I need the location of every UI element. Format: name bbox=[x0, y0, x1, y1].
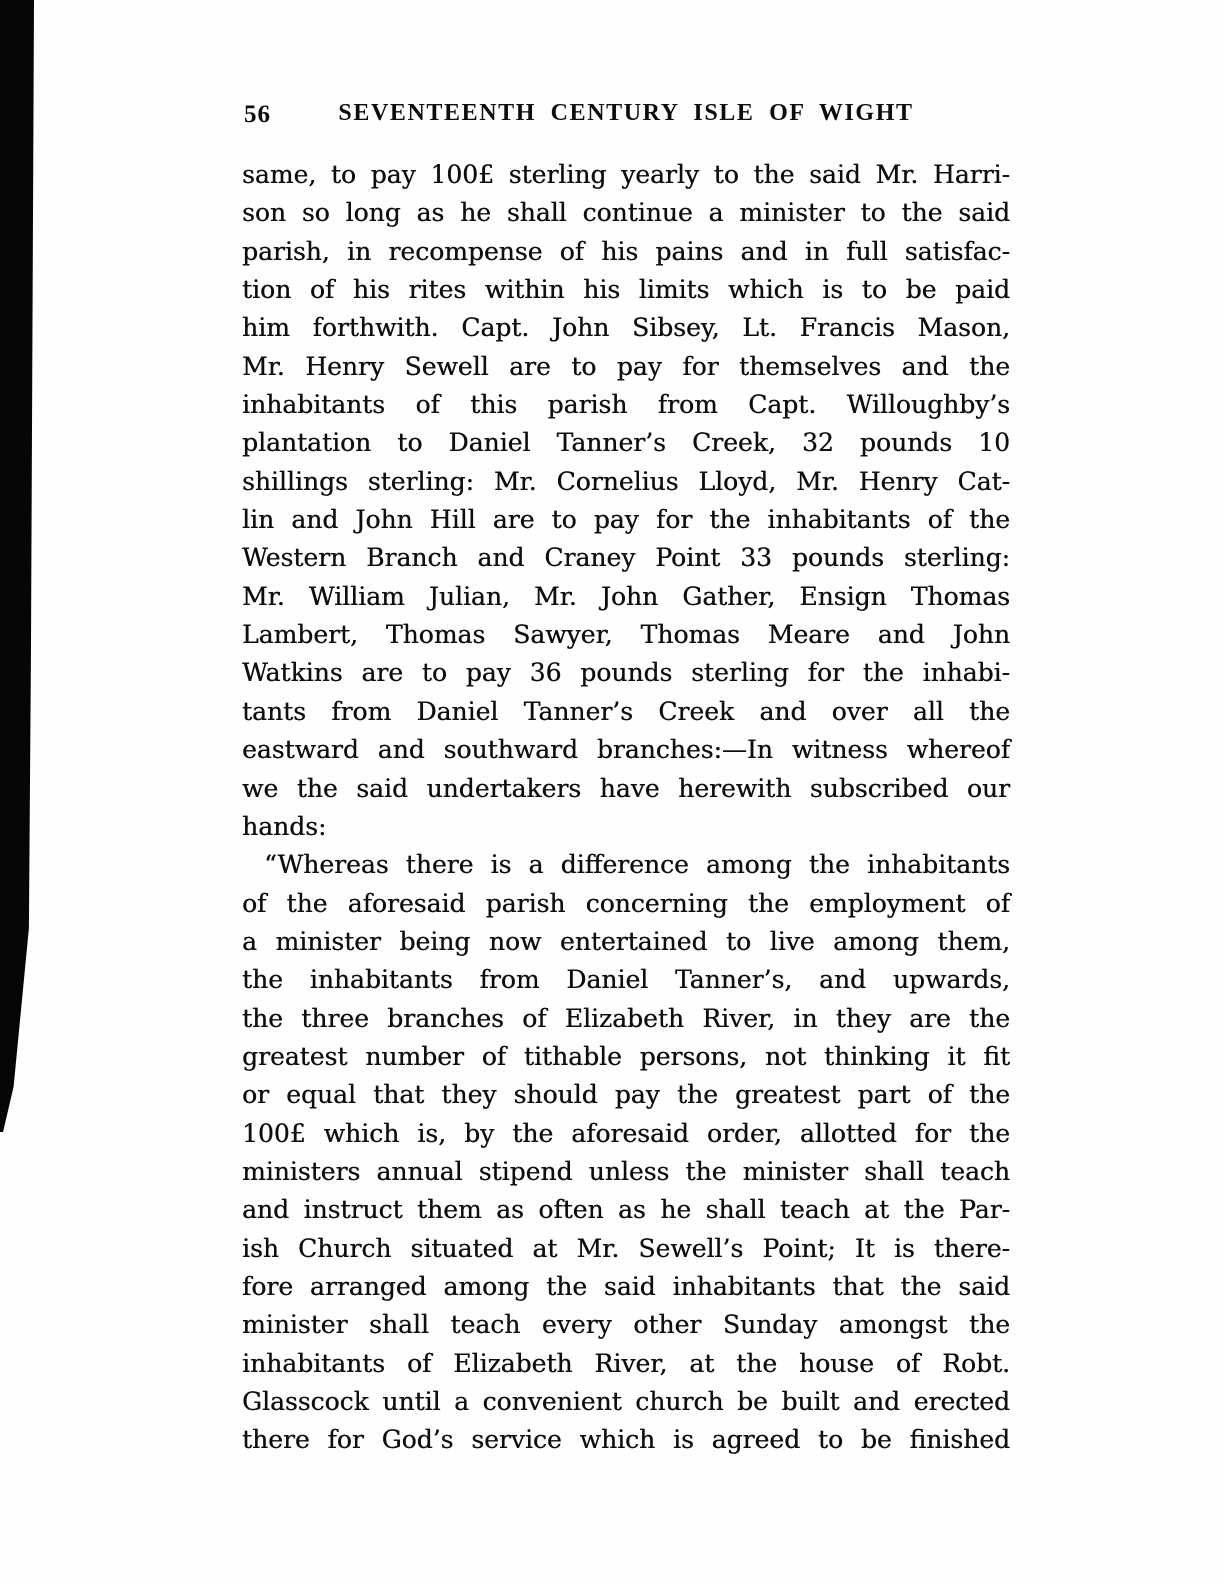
text-line: of the aforesaid parish concerning the employment of bbox=[242, 888, 1010, 918]
text-line: son so long as he shall continue a minister to the said bbox=[242, 198, 1010, 228]
text-line: the inhabitants from Daniel Tanner’s, and upwards, bbox=[242, 965, 1010, 995]
text-line: plantation to Daniel Tanner’s Creek, 32 pounds 10 bbox=[242, 428, 1010, 458]
text-line: inhabitants of Elizabeth River, at the house of Robt. bbox=[242, 1348, 1010, 1378]
text-line: a minister being now entertained to live among them, bbox=[242, 926, 1010, 956]
text-line: lin and John Hill are to pay for the inhabitants of the bbox=[242, 505, 1010, 535]
text-line: same, to pay 100£ sterling yearly to the said Mr. Harri- bbox=[242, 160, 1010, 189]
text-line: Mr. Henry Sewell are to pay for themselves and the bbox=[242, 351, 1010, 381]
text-line: Western Branch and Craney Point 33 pounds sterling: bbox=[242, 543, 1010, 573]
text-line: the three branches of Elizabeth River, in they are the bbox=[242, 1003, 1010, 1033]
text-line: eastward and southward branches:—In witness whereof bbox=[242, 735, 1010, 765]
text-line: there for God’s service which is agreed to be finished bbox=[242, 1425, 1010, 1455]
running-title: SEVENTEENTH CENTURY ISLE OF WIGHT bbox=[338, 100, 914, 126]
text-line: we the said undertakers have herewith subscribed our bbox=[242, 773, 1010, 803]
text-line: hands: bbox=[242, 811, 327, 841]
text-line: ministers annual stipend unless the minister shall teach bbox=[242, 1156, 1010, 1186]
text-line: greatest number of tithable persons, not thinking it fit bbox=[242, 1041, 1010, 1071]
text-line: Mr. William Julian, Mr. John Gather, Ensign Thomas bbox=[242, 581, 1010, 611]
text-line: Watkins are to pay 36 pounds sterling for the inhabi- bbox=[242, 658, 1010, 688]
text-line: parish, in recompense of his pains and in full satisfac- bbox=[242, 236, 1010, 266]
text-line: ish Church situated at Mr. Sewell’s Point; It is there- bbox=[242, 1233, 1010, 1263]
text-line: shillings sterling: Mr. Cornelius Lloyd, Mr. Henry Cat- bbox=[242, 466, 1010, 496]
text-line: “Whereas there is a difference among the inhabitants bbox=[264, 850, 1010, 880]
page-header bbox=[242, 100, 1010, 132]
text-line: tants from Daniel Tanner’s Creek and over all the bbox=[242, 696, 1010, 726]
text-line: and instruct them as often as he shall teach at the Par- bbox=[242, 1195, 1010, 1225]
scan-gutter-bar bbox=[0, 0, 34, 1132]
text-line: fore arranged among the said inhabitants that the said bbox=[242, 1271, 1010, 1301]
text-line: tion of his rites within his limits which is to be paid bbox=[242, 275, 1010, 305]
text-line: 100£ which is, by the aforesaid order, allotted for the bbox=[242, 1118, 1010, 1148]
page-number: 56 bbox=[244, 101, 271, 128]
page-text bbox=[242, 156, 1010, 1460]
text-line: or equal that they should pay the greatest part of the bbox=[242, 1080, 1010, 1110]
text-line: him forthwith. Capt. John Sibsey, Lt. Francis Mason, bbox=[242, 313, 1010, 343]
text-line: Glasscock until a convenient church be built and erected bbox=[242, 1387, 1010, 1416]
text-line: inhabitants of this parish from Capt. Willoughby’s bbox=[242, 390, 1010, 420]
text-line: minister shall teach every other Sunday amongst the bbox=[242, 1310, 1010, 1340]
text-line: Lambert, Thomas Sawyer, Thomas Meare and John bbox=[242, 620, 1010, 650]
